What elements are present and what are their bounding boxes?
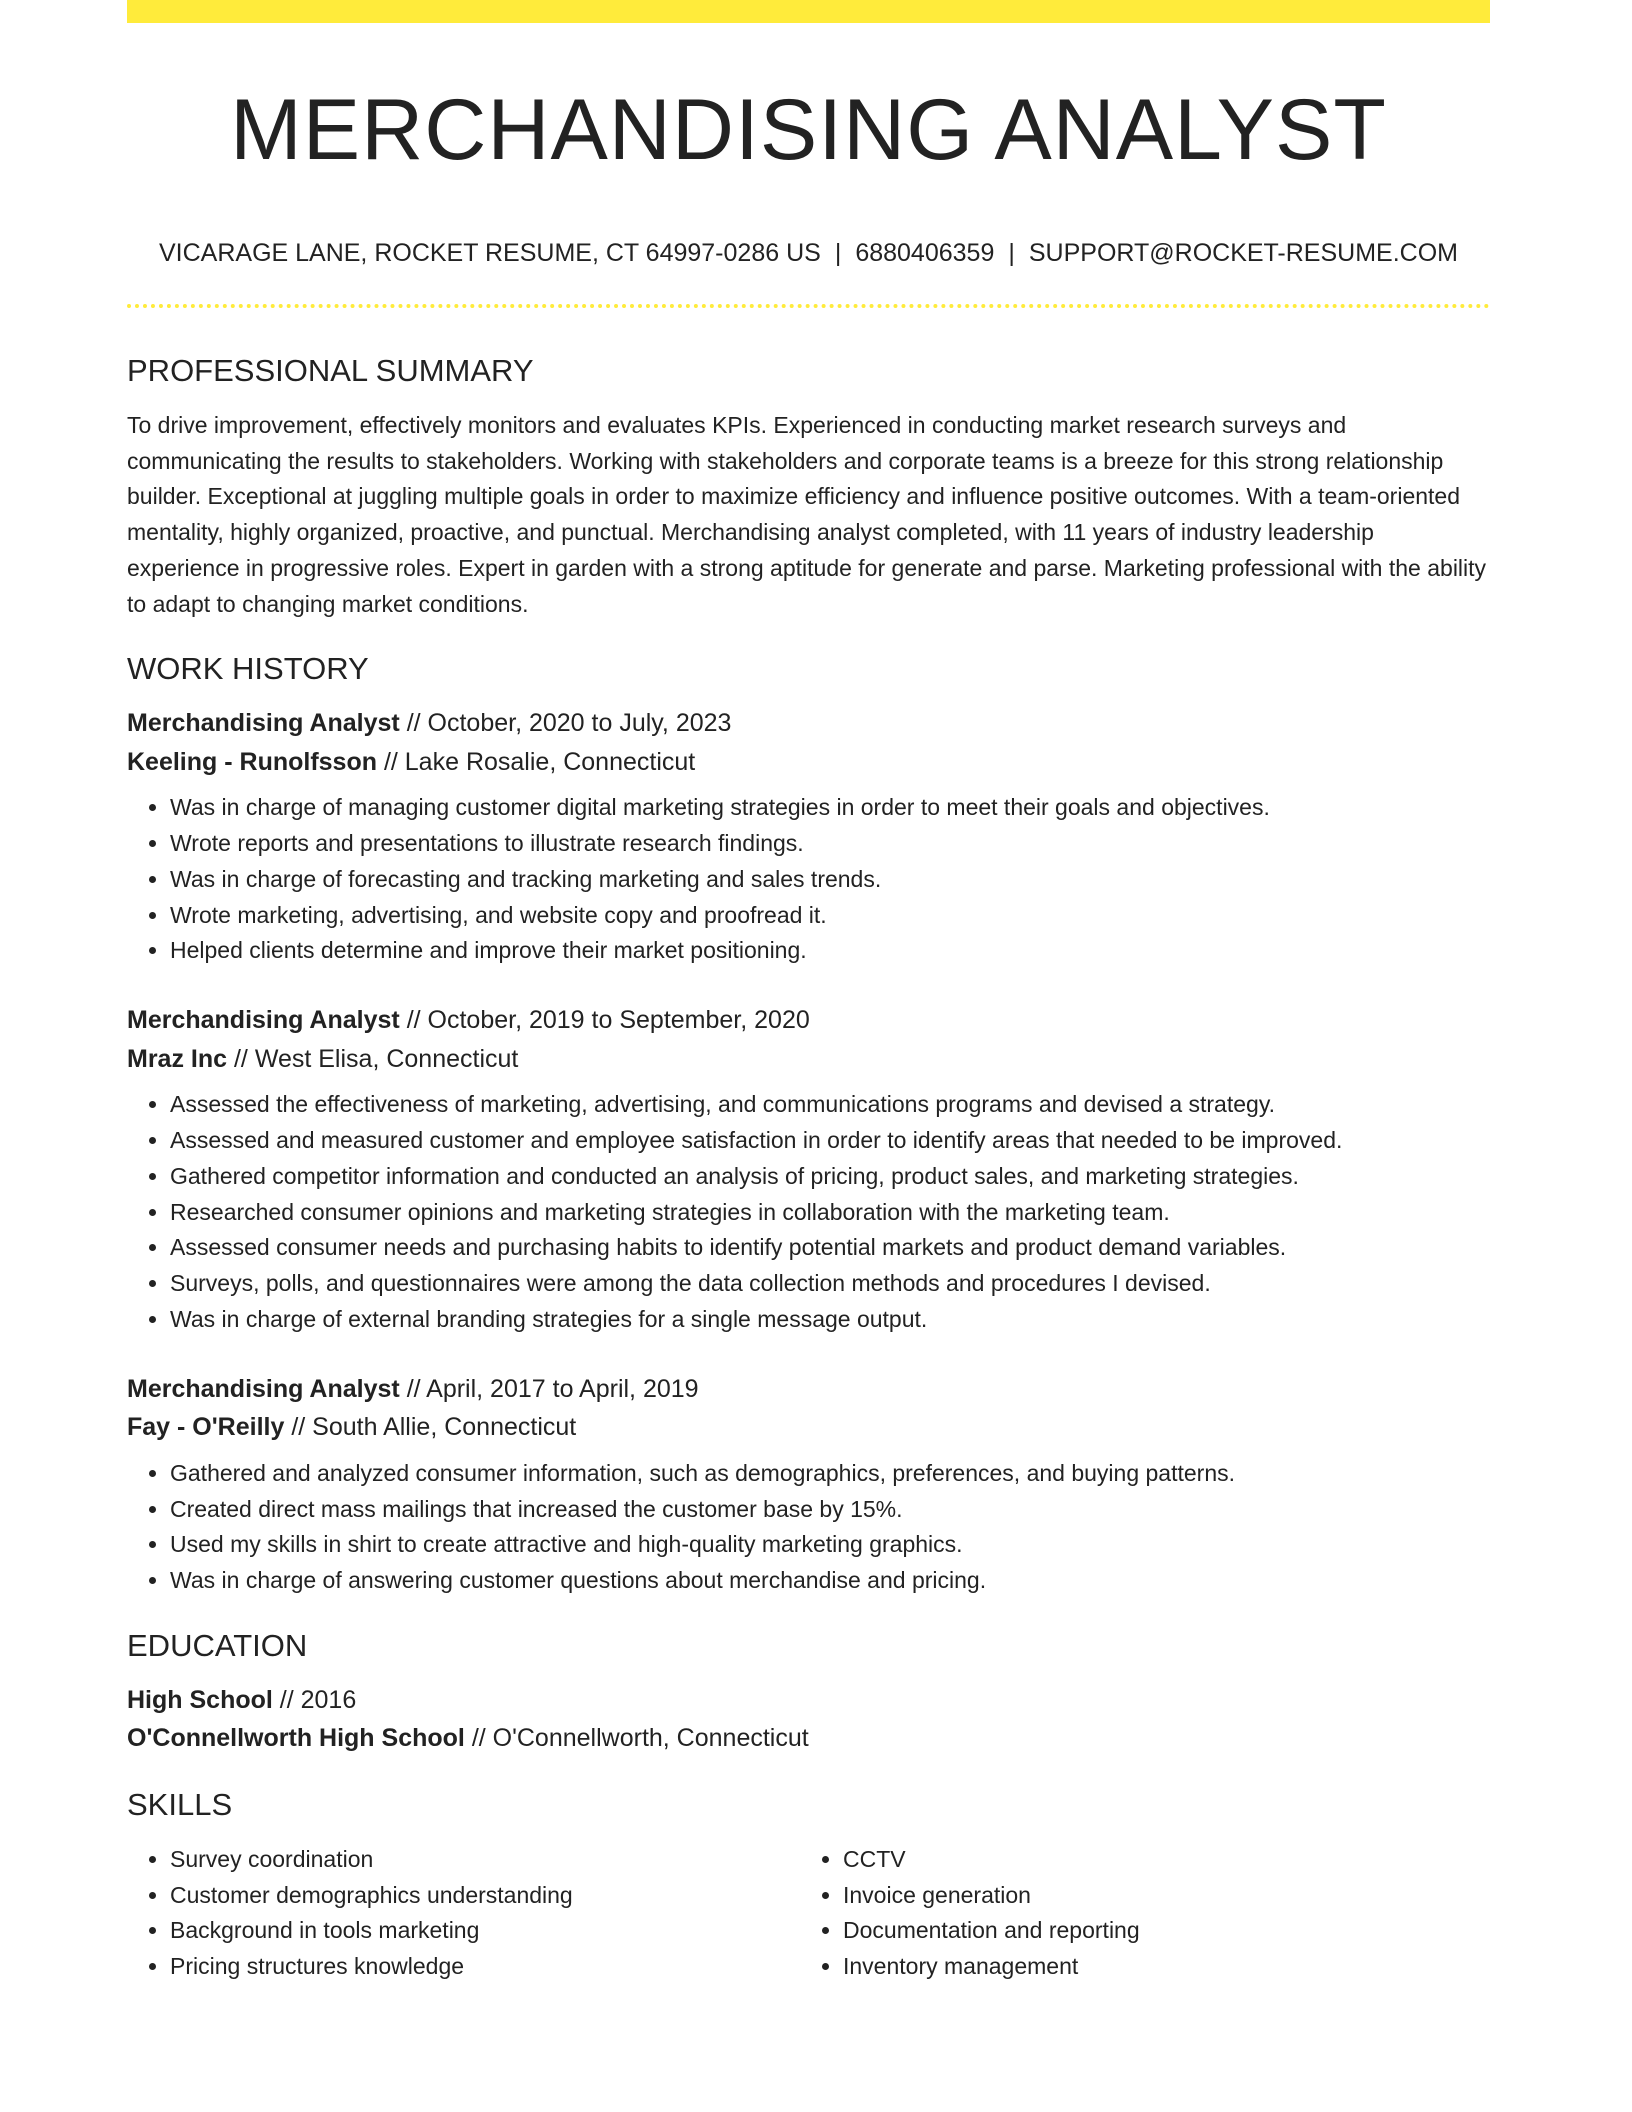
- resume-body: [127, 350, 1490, 1985]
- list-item: • Pricing structures knowledge: [170, 1949, 800, 1985]
- list-item: • Was in charge of answering customer questions about merchandise and pricing.: [170, 1563, 1490, 1599]
- job-role: Merchandising Analyst: [127, 1006, 400, 1035]
- list-item: • Survey coordination: [170, 1842, 800, 1878]
- accent-top-bar: [127, 0, 1490, 23]
- job-role-line: [127, 704, 1490, 743]
- job-company-line: [127, 1040, 1490, 1079]
- list-item: • Surveys, polls, and questionnaires were among the data collection methods and procedures I devised.: [170, 1266, 1490, 1302]
- contact-address: VICARAGE LANE, ROCKET RESUME, CT 64997-0286 US: [158, 239, 821, 267]
- education-location: // O'Connellworth, Connecticut: [464, 1724, 809, 1753]
- resume-name: MERCHANDISING ANALYST: [230, 82, 1387, 178]
- list-item: • Wrote marketing, advertising, and website copy and proofread it.: [170, 898, 1490, 934]
- job-company: Keeling - Runolfsson: [127, 747, 377, 776]
- job-entry: [127, 1001, 1490, 1338]
- contact-separator: |: [1008, 239, 1015, 267]
- dotted-divider: [127, 304, 1490, 308]
- summary-text: To drive improvement, effectively monitors and evaluates KPIs. Experienced in conducting market research surveys and communicating the results to stakeholders. Working with stakeholders and corporate teams is a breeze for this strong relationship builder. Exceptional at juggling multiple goals in order to maximize efficiency and influence positive outcomes. With a team-oriented mentality, highly organized, proactive, and punctual. Merchandising analyst completed, with 11 years of industry leadership experience in progressive roles. Expert in garden with a strong aptitude for generate and parse. Marketing professional with the ability to adapt to changing market conditions.: [127, 412, 1487, 617]
- list-item: • Was in charge of managing customer digital marketing strategies in order to meet their goals and objectives.: [170, 790, 1490, 826]
- contact-line: [127, 236, 1490, 270]
- list-item: • Assessed the effectiveness of marketing, advertising, and communications programs and devised a strategy.: [170, 1087, 1490, 1123]
- list-item: • Was in charge of external branding strategies for a single message output.: [170, 1302, 1490, 1338]
- job-dates: // April, 2017 to April, 2019: [399, 1374, 699, 1403]
- job-location: // West Elisa, Connecticut: [227, 1044, 519, 1073]
- contact-separator: |: [834, 239, 842, 267]
- work-history-title: WORK HISTORY: [127, 651, 369, 687]
- list-item: • Documentation and reporting: [843, 1913, 1473, 1949]
- education-school-line: [127, 1719, 1490, 1758]
- list-item: • Gathered competitor information and conducted an analysis of pricing, product sales, and marketing strategies.: [170, 1159, 1490, 1195]
- job-role: Merchandising Analyst: [127, 709, 400, 738]
- list-item: • Helped clients determine and improve their market positioning.: [170, 933, 1490, 969]
- summary-section: [127, 350, 1490, 622]
- list-item: • Created direct mass mailings that increased the customer base by 15%.: [170, 1492, 1490, 1528]
- list-item: • Researched consumer opinions and marketing strategies in collaboration with the marketing team.: [170, 1195, 1490, 1231]
- education-degree: High School: [127, 1685, 273, 1714]
- education-year: // 2016: [272, 1685, 357, 1714]
- job-dates: // October, 2020 to July, 2023: [399, 709, 732, 738]
- list-item: • Inventory management: [843, 1949, 1473, 1985]
- education-title: EDUCATION: [127, 1627, 308, 1663]
- job-company: Mraz Inc: [127, 1044, 228, 1073]
- skills-grid: [127, 1842, 1490, 1985]
- job-role: Merchandising Analyst: [127, 1374, 400, 1403]
- job-company-line: [127, 1408, 1490, 1447]
- job-company: Fay - O'Reilly: [127, 1413, 285, 1442]
- list-item: • Was in charge of forecasting and tracking marketing and sales trends.: [170, 862, 1490, 898]
- education-section: [127, 1625, 1490, 1758]
- list-item: • Assessed consumer needs and purchasing habits to identify potential markets and product demand variables.: [170, 1230, 1490, 1266]
- job-entry: [127, 704, 1490, 969]
- list-item: • Wrote reports and presentations to illustrate research findings.: [170, 826, 1490, 862]
- education-degree-line: [127, 1681, 1490, 1720]
- skills-column-left: [127, 1842, 800, 1985]
- list-item: • Gathered and analyzed consumer information, such as demographics, preferences, and buying patterns.: [170, 1456, 1490, 1492]
- work-history-section: [127, 648, 1490, 1599]
- list-item: • Assessed and measured customer and employee satisfaction in order to identify areas that needed to be improved.: [170, 1123, 1490, 1159]
- job-company-line: [127, 743, 1490, 782]
- summary-title: PROFESSIONAL SUMMARY: [127, 353, 534, 388]
- job-bullets: [127, 790, 1490, 969]
- job-bullets: [127, 1087, 1490, 1338]
- list-item: • Invoice generation: [843, 1878, 1473, 1914]
- job-location: // Lake Rosalie, Connecticut: [377, 747, 696, 776]
- education-school: O'Connellworth High School: [127, 1724, 465, 1753]
- job-dates: // October, 2019 to September, 2020: [399, 1006, 810, 1035]
- list-item: • Background in tools marketing: [170, 1913, 800, 1949]
- education-entry: [127, 1681, 1490, 1758]
- list-item: • Customer demographics understanding: [170, 1878, 800, 1914]
- job-role-line: [127, 1001, 1490, 1040]
- job-bullets: [127, 1456, 1490, 1599]
- job-role-line: [127, 1370, 1490, 1409]
- skills-column-right: [800, 1842, 1473, 1985]
- job-location: // South Allie, Connecticut: [284, 1413, 577, 1442]
- contact-phone: 6880406359: [855, 239, 995, 267]
- skills-title: SKILLS: [127, 1786, 233, 1822]
- job-entry: [127, 1370, 1490, 1599]
- contact-email: SUPPORT@ROCKET-RESUME.COM: [1028, 239, 1458, 267]
- list-item: • Used my skills in shirt to create attractive and high-quality marketing graphics.: [170, 1527, 1490, 1563]
- skills-section: [127, 1784, 1490, 1985]
- list-item: • CCTV: [843, 1842, 1473, 1878]
